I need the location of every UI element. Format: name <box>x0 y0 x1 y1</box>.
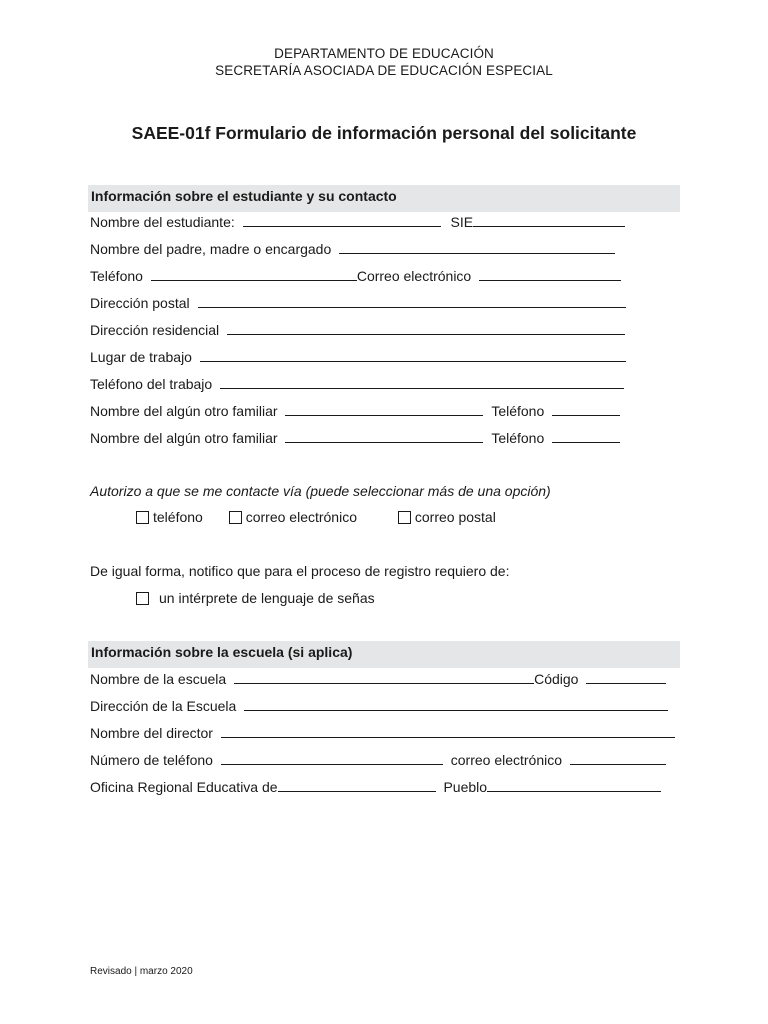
school-address-label: Dirección de la Escuela <box>90 698 237 714</box>
checkbox-phone[interactable] <box>136 511 149 524</box>
sie-field[interactable] <box>473 213 625 227</box>
student-name-field[interactable] <box>243 213 441 227</box>
sign-language-label: un intérprete de lenguaje de señas <box>159 590 375 606</box>
section-heading: Información sobre la escuela (si aplica) <box>91 644 353 660</box>
student-name-label: Nombre del estudiante: <box>90 214 235 230</box>
workplace-label: Lugar de trabajo <box>90 349 192 365</box>
row-residential-address <box>90 321 625 338</box>
work-phone-label: Teléfono del trabajo <box>90 376 213 392</box>
school-phone-label: Número de teléfono <box>90 752 213 768</box>
option-label: correo postal <box>414 509 496 525</box>
phone-field[interactable] <box>151 267 357 281</box>
header-line-2: SECRETARÍA ASOCIADA DE EDUCACIÓN ESPECIAL <box>215 63 553 78</box>
school-email-label: correo electrónico <box>450 752 563 768</box>
work-phone-field[interactable] <box>220 375 624 389</box>
other-relative-phone-field[interactable] <box>552 429 620 443</box>
registration-prompt: De igual forma, notifico que para el proceso de registro requiero de: <box>90 563 510 579</box>
row-regional-office <box>90 778 661 795</box>
school-phone-field[interactable] <box>221 751 443 765</box>
row-work-phone <box>90 375 624 392</box>
school-email-field[interactable] <box>570 751 666 765</box>
row-workplace <box>90 348 626 365</box>
contact-options <box>136 509 496 525</box>
row-parent-name <box>90 240 615 257</box>
town-field[interactable] <box>487 778 661 792</box>
town-label: Pueblo <box>443 779 488 795</box>
header-line-1: DEPARTAMENTO DE EDUCACIÓN <box>274 46 494 61</box>
postal-address-field[interactable] <box>198 294 626 308</box>
row-phone-email <box>90 267 621 284</box>
code-label: Código <box>534 671 579 687</box>
school-address-field[interactable] <box>244 697 668 711</box>
parent-name-label: Nombre del padre, madre o encargado <box>90 241 332 257</box>
row-director <box>90 724 675 741</box>
contact-option-phone[interactable] <box>136 509 203 525</box>
revision-footer: Revisado | marzo 2020 <box>90 966 193 977</box>
row-student-name <box>90 213 625 230</box>
row-postal-address <box>90 294 626 311</box>
email-field[interactable] <box>479 267 621 281</box>
other-relative-phone-label: Teléfono <box>491 430 545 446</box>
director-label: Nombre del director <box>90 725 213 741</box>
section-school-info <box>88 641 680 668</box>
other-relative-label: Nombre del algún otro familiar <box>90 403 278 419</box>
residential-address-field[interactable] <box>227 321 625 335</box>
postal-address-label: Dirección postal <box>90 295 190 311</box>
row-school-name <box>90 670 666 687</box>
contact-option-email[interactable] <box>229 509 357 525</box>
other-relative-field[interactable] <box>285 402 483 416</box>
phone-label: Teléfono <box>90 268 143 284</box>
other-relative-phone-field[interactable] <box>552 402 620 416</box>
option-label: teléfono <box>153 509 203 525</box>
residential-address-label: Dirección residencial <box>90 322 220 338</box>
row-other-relative-1 <box>90 402 620 419</box>
row-school-address <box>90 697 668 714</box>
other-relative-label: Nombre del algún otro familiar <box>90 430 278 446</box>
other-relative-phone-label: Teléfono <box>491 403 545 419</box>
checkbox-postal[interactable] <box>398 511 411 524</box>
checkbox-sign-language[interactable] <box>136 592 149 605</box>
registration-option[interactable] <box>136 590 375 606</box>
school-name-label: Nombre de la escuela <box>90 671 227 687</box>
workplace-field[interactable] <box>200 348 626 362</box>
director-field[interactable] <box>221 724 675 738</box>
row-other-relative-2 <box>90 429 620 446</box>
other-relative-field[interactable] <box>285 429 483 443</box>
contact-prompt: Autorizo a que se me contacte vía (puede seleccionar más de una opción) <box>90 483 551 499</box>
form-title: SAEE-01f Formulario de información personal del solicitante <box>131 123 637 143</box>
sie-label: SIE <box>450 214 474 230</box>
contact-option-postal[interactable] <box>398 509 496 525</box>
school-name-field[interactable] <box>234 670 534 684</box>
checkbox-email[interactable] <box>229 511 242 524</box>
section-student-contact <box>88 185 680 212</box>
code-field[interactable] <box>586 670 666 684</box>
parent-name-field[interactable] <box>339 240 615 254</box>
regional-office-label: Oficina Regional Educativa de <box>90 779 278 795</box>
option-label: correo electrónico <box>245 509 357 525</box>
regional-office-field[interactable] <box>278 778 436 792</box>
section-heading: Información sobre el estudiante y su contacto <box>91 188 397 204</box>
row-school-phone-email <box>90 751 666 768</box>
email-label: Correo electrónico <box>356 268 472 284</box>
